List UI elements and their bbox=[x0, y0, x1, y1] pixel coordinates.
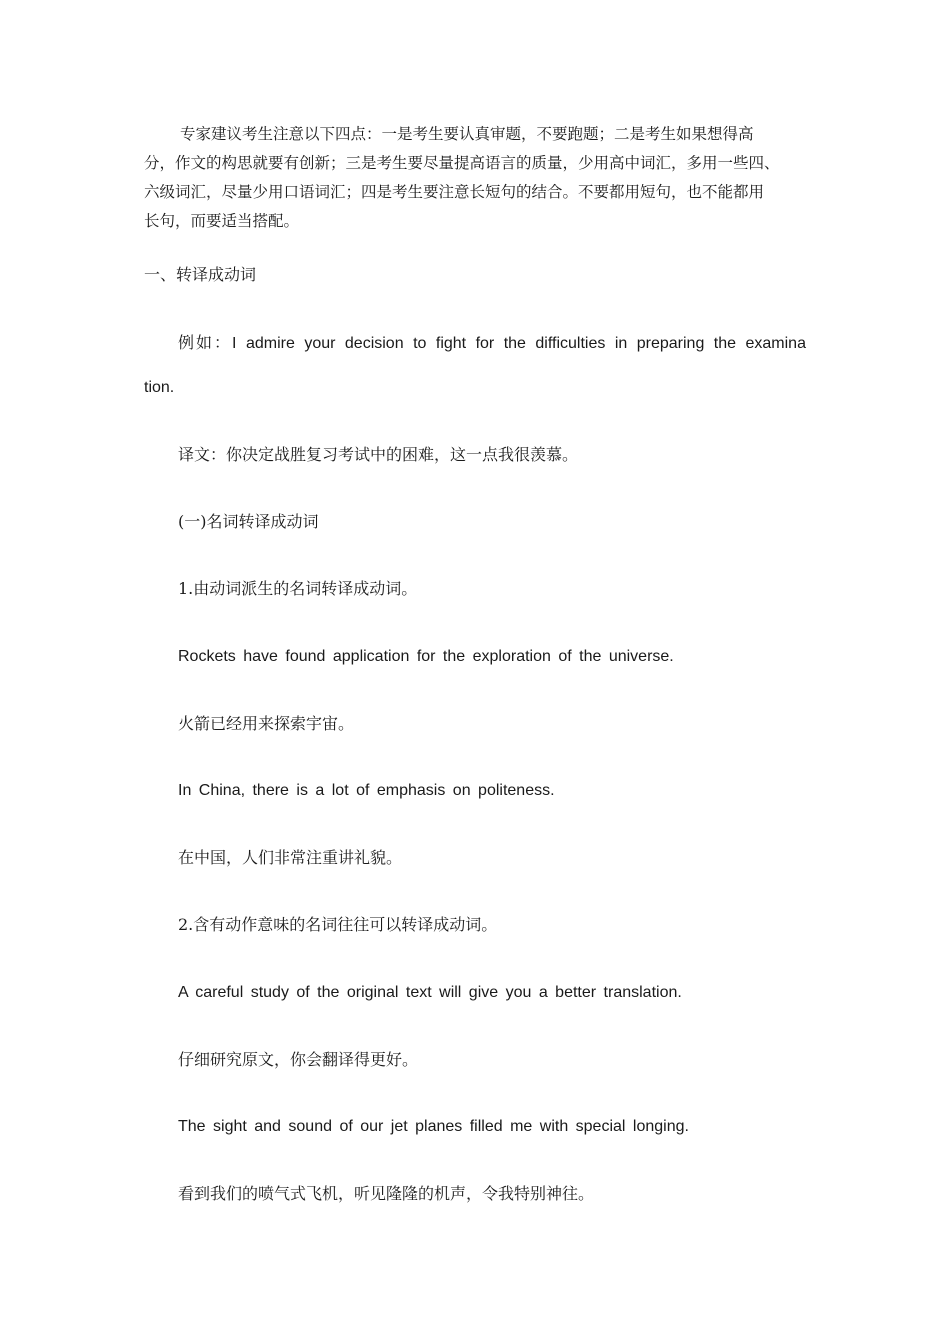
intro-line-1: 专家建议考生注意以下四点：一是考生要认真审题，不要跑题；二是考生如果想得高 bbox=[180, 125, 754, 143]
intro-line-3: 六级词汇，尽量少用口语词汇；四是考生要注意长短句的结合。不要都用短句，也不能都用 bbox=[144, 183, 765, 201]
example-translation: 译文：你决定战胜复习考试中的困难，这一点我很羡慕。 bbox=[178, 445, 579, 464]
point1-title: 1.由动词派生的名词转译成动词。 bbox=[178, 579, 418, 598]
point2-example2-en: The sight and sound of our jet planes filled me with special longing. bbox=[178, 1118, 689, 1135]
example-line-1 bbox=[178, 333, 806, 354]
point2-example1-zh: 仔细研究原文，你会翻译得更好。 bbox=[178, 1050, 419, 1069]
subsection-heading: (一)名词转译成动词 bbox=[178, 512, 319, 531]
section-heading: 一、转译成动词 bbox=[144, 265, 257, 284]
point2-example1-en: A careful study of the original text will give you a better translation. bbox=[178, 984, 682, 1001]
intro-line-4: 长句，而要适当搭配。 bbox=[144, 212, 300, 230]
point1-example1-zh: 火箭已经用来探索宇宙。 bbox=[178, 714, 355, 733]
example-sentence-part1: I admire your decision to fight for the difficulties in preparing the examina bbox=[232, 335, 806, 352]
intro-line-2: 分，作文的构思就要有创新；三是考生要尽量提高语言的质量，少用高中词汇，多用一些四、 bbox=[144, 154, 780, 172]
example-sentence-part2: tion. bbox=[144, 379, 175, 396]
point1-example2-en: In China, there is a lot of emphasis on politeness. bbox=[178, 782, 555, 799]
point1-example1-en: Rockets have found application for the exploration of the universe. bbox=[178, 648, 674, 665]
example-prefix: 例如： bbox=[178, 333, 233, 352]
point2-example2-zh: 看到我们的喷气式飞机，听见隆隆的机声，令我特别神往。 bbox=[178, 1184, 595, 1203]
point1-example2-zh: 在中国，人们非常注重讲礼貌。 bbox=[178, 848, 403, 867]
point2-title: 2.含有动作意味的名词往往可以转译成动词。 bbox=[178, 915, 498, 934]
